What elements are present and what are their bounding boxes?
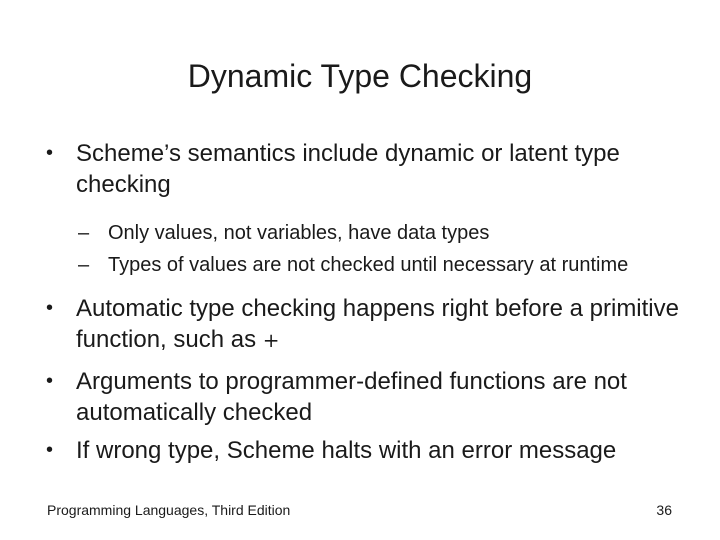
sub-bullet-marker: – bbox=[78, 222, 90, 244]
bullet-item bbox=[46, 293, 686, 356]
sub-bullet-text: Types of values are not checked until necessary at runtime bbox=[108, 254, 629, 276]
sub-bullet-marker: – bbox=[78, 254, 90, 276]
page-number: 36 bbox=[656, 502, 672, 518]
bullet-text: If wrong type, Scheme halts with an error message bbox=[76, 437, 617, 464]
bullet-text: Automatic type checking happens right before a primitive function, such as bbox=[76, 295, 679, 353]
slide-title: Dynamic Type Checking bbox=[187, 58, 533, 94]
operator-symbol: + bbox=[262, 328, 280, 352]
slide-body bbox=[46, 138, 686, 466]
bullet-item bbox=[46, 138, 686, 200]
bullet-marker: • bbox=[46, 297, 54, 319]
bullet-text: Arguments to programmer-defined functions are not automatically checked bbox=[76, 368, 627, 426]
bullet-marker: • bbox=[46, 142, 54, 164]
bullet-marker: • bbox=[46, 370, 54, 392]
sub-bullet-item bbox=[60, 218, 686, 248]
sub-bullet-item bbox=[60, 251, 686, 279]
bullet-text: Scheme’s semantics include dynamic or latent type checking bbox=[76, 140, 620, 198]
bullet-item bbox=[46, 366, 686, 428]
bullet-marker: • bbox=[46, 439, 54, 461]
sub-bullet-text: Only values, not variables, have data types bbox=[108, 222, 490, 244]
bullet-item bbox=[46, 435, 686, 466]
footer-source: Programming Languages, Third Edition bbox=[47, 502, 291, 518]
